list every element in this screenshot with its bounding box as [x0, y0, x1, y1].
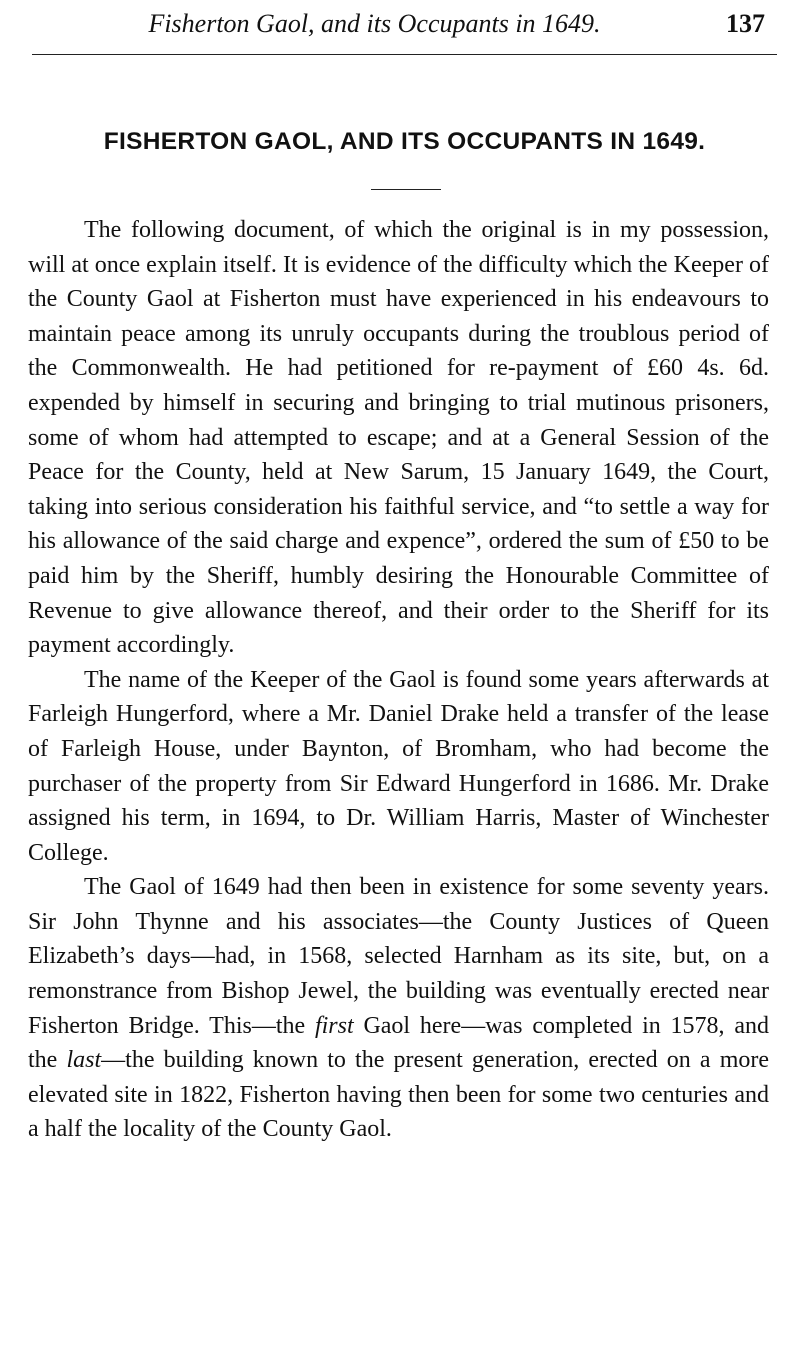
paragraph-2: The name of the Keeper of the Gaol is found some years afterwards at Farleigh Hungerford, where a Mr. Daniel Drake held a transfer of the lease of Farleigh House, under Baynton, of Bromham, who had become the purchaser of the property from Sir Edward Hungerford in 1686. Mr. Drake assigned his term, in 1694, to Dr. William Harris, Master of Winchester College.	[28, 666, 769, 866]
article-title: FISHERTON GAOL, AND ITS OCCUPANTS IN 1649.	[103, 128, 706, 155]
title-rule	[371, 189, 441, 190]
paragraph-3-text-3: —the building known to the present generation, erected on a more elevated site in 1822, Fisherton having then been for some two centuries and a half the locality of the County Gaol.	[28, 1047, 770, 1143]
emphasis-first: first	[314, 1012, 354, 1039]
running-head	[32, 2, 777, 46]
paragraph-3	[28, 870, 769, 1147]
article-body	[28, 213, 769, 1147]
emphasis-last: last	[66, 1047, 102, 1074]
paragraph-3-text-2: Gaol here—was completed in 1578, and the	[28, 1012, 769, 1074]
running-head-title: Fisherton Gaol, and its Occupants in 1649.	[148, 9, 601, 38]
paragraph-1: The following document, of which the original is in my possession, will at once explain itself. It is evidence of the difficulty which the Keeper of the County Gaol at Fisherton must have experienced in his endeavours to maintain peace among its unruly occupants during the troublous period of the Commonwealth. He had petitioned for re-payment of £60 4s. 6d. expended by himself in securing and bringing to trial mutinous prisoners, some of whom had attempted to escape; and at a General Session of the Peace for the County, held at New Sarum, 15 January 1649, the Court, taking into serious consideration his faithful service, and “to settle a way for his allowance of the said charge and expence”, ordered the sum of £50 to be paid him by the Sheriff, humbly desiring the Honourable Committee of Revenue to give allowance thereof, and their order to the Sheriff for its payment accordingly.	[28, 217, 769, 659]
page-number: 137	[726, 9, 765, 38]
header-rule	[32, 54, 777, 55]
paragraph-3-text-1: The Gaol of 1649 had then been in existence for some seventy years. Sir John Thynne and his associates—the County Justices of Queen Elizabeth’s days—had, in 1568, selected Harnham as its site, but, on a remonstrance from Bishop Jewel, the building was eventually erected near Fisherton Bridge. This—the	[28, 874, 769, 1039]
